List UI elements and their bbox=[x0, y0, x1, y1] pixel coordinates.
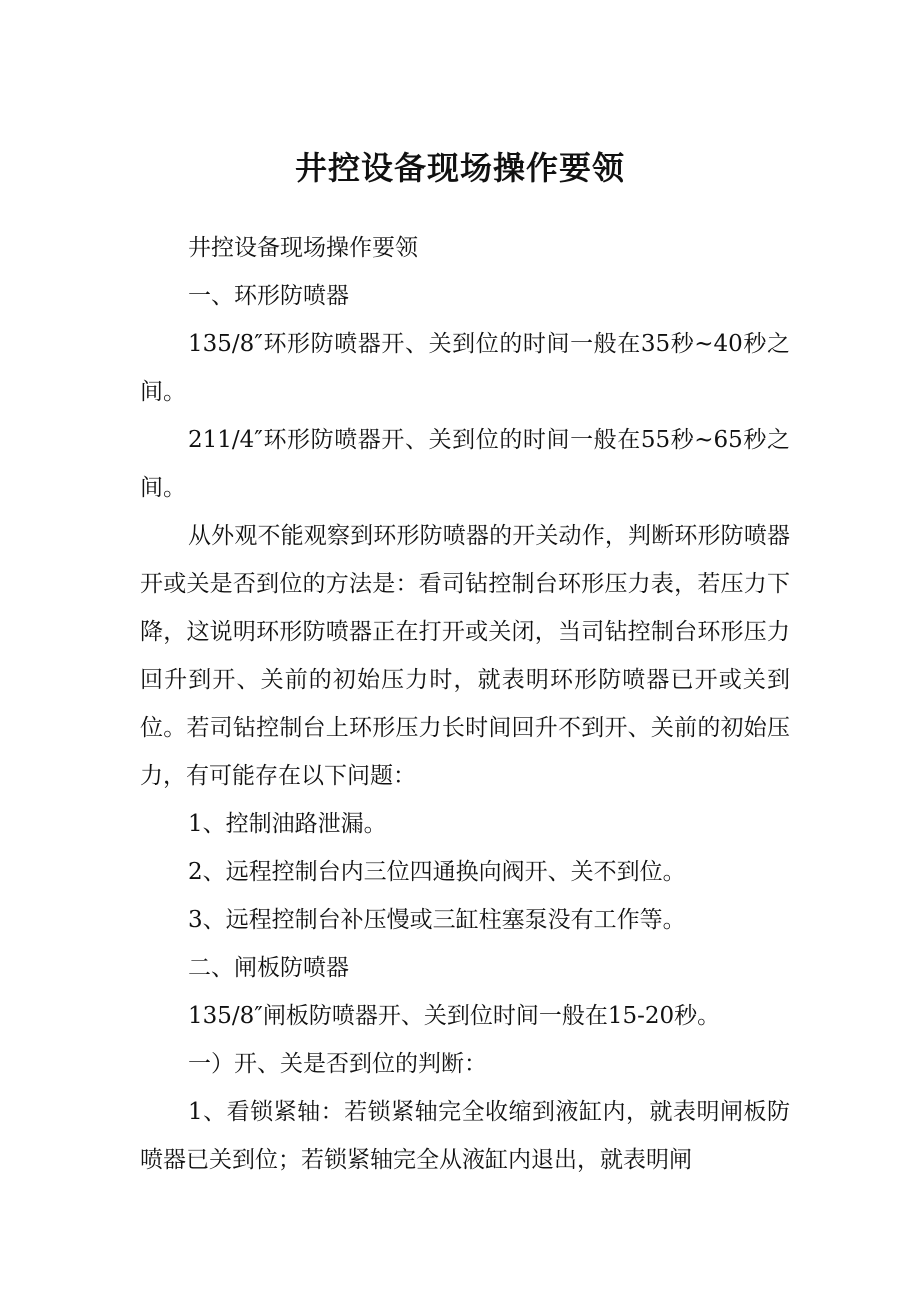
paragraph-annular-211: 211/4″环形防喷器开、关到位的时间一般在55秒~65秒之间。 bbox=[140, 427, 790, 501]
list-item-3: 3、远程控制台补压慢或三缸柱塞泵没有工作等。 bbox=[188, 907, 686, 933]
section-heading-annular-preventer: 一、环形防喷器 bbox=[188, 283, 349, 309]
list-item-2: 2、远程控制台内三位四通换向阀开、关不到位。 bbox=[188, 859, 686, 885]
subtitle-paragraph: 井控设备现场操作要领 bbox=[188, 235, 418, 261]
section-heading-ram-preventer: 二、闸板防喷器 bbox=[188, 955, 349, 981]
document-body bbox=[140, 224, 790, 1184]
document-title: 井控设备现场操作要领 bbox=[294, 149, 625, 187]
paragraph-lock-shaft: 1、看锁紧轴：若锁紧轴完全收缩到液缸内，就表明闸板防喷器已关到位；若锁紧轴完全从液缸内退出，就表明闸 bbox=[140, 1099, 790, 1173]
list-item-1: 1、控制油路泄漏。 bbox=[188, 811, 387, 837]
paragraph-annular-judgement: 从外观不能观察到环形防喷器的开关动作，判断环形防喷器开或关是否到位的方法是：看司钻控制台环形压力表，若压力下降，这说明环形防喷器正在打开或关闭，当司钻控制台环形压力回升到开、关前的初始压力时，就表明环形防喷器已开或关到位。若司钻控制台上环形压力长时间回升不到开、关前的初始压力，有可能存在以下问题： bbox=[140, 523, 790, 789]
paragraph-annular-135: 135/8″环形防喷器开、关到位的时间一般在35秒~40秒之间。 bbox=[140, 331, 790, 405]
paragraph-ram-135: 135/8″闸板防喷器开、关到位时间一般在15-20秒。 bbox=[188, 1003, 721, 1029]
subsection-heading: 一）开、关是否到位的判断： bbox=[188, 1051, 487, 1077]
